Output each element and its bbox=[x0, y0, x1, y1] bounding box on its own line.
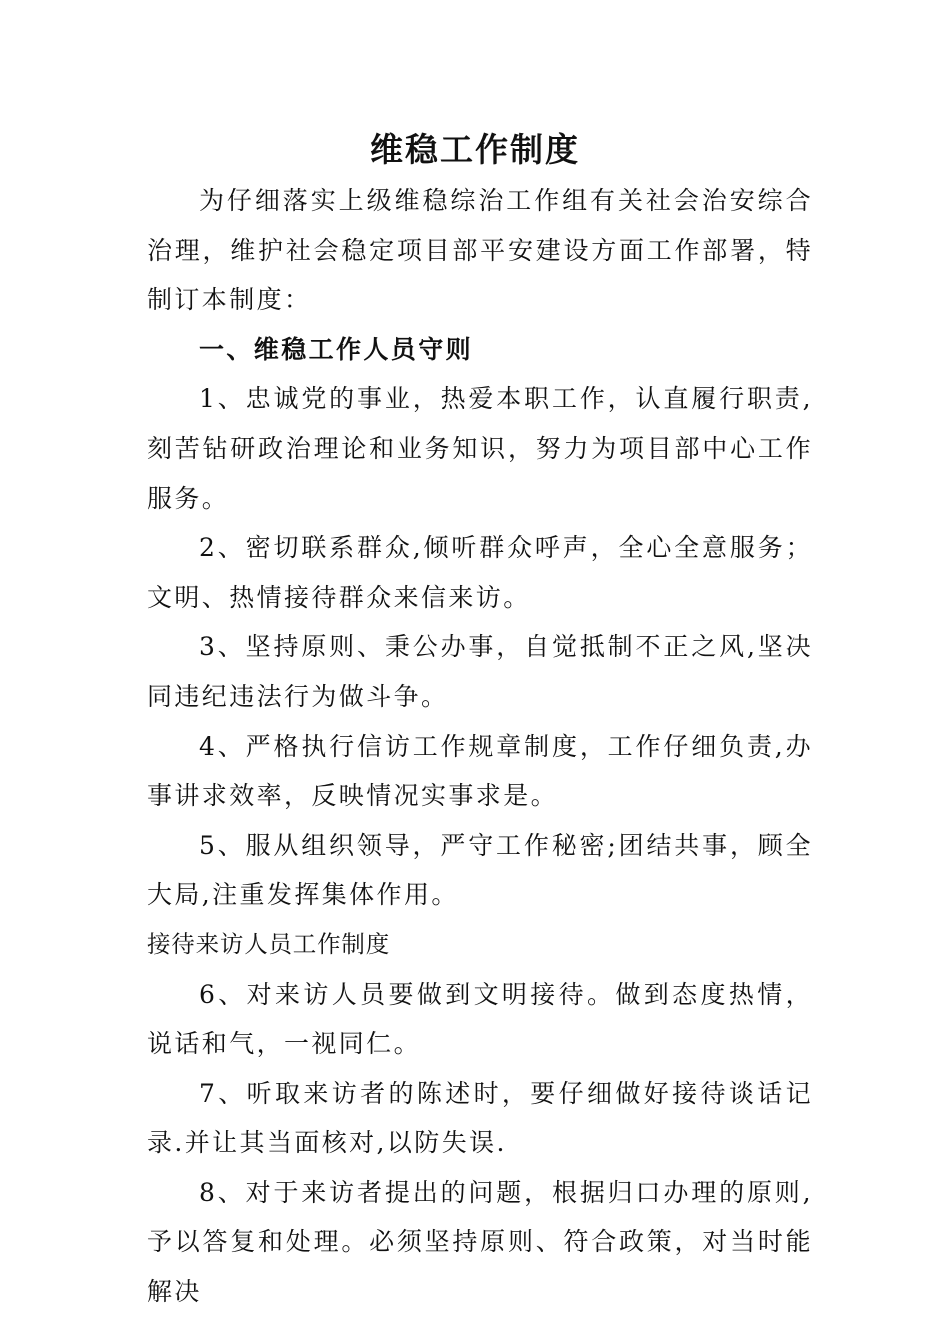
intro-paragraph: 为仔细落实上级维稳综治工作组有关社会治安综合治理，维护社会稳定项目部平安建设方面工作部署，特制订本制度： bbox=[147, 186, 813, 315]
rule-item-3: 3、坚持原则、秉公办事，自觉抵制不正之风,坚决同违纪违法行为做斗争。 bbox=[147, 632, 813, 711]
document-title: 维稳工作制度 bbox=[370, 130, 580, 169]
rule-item-8: 8、对于来访者提出的问题，根据归口办理的原则,予以答复和处理。必须坚持原则、符合政策，对当时能解决 bbox=[147, 1177, 813, 1307]
rule-item-5: 5、服从组织领导，严守工作秘密;团结共事，顾全大局,注重发挥集体作用。 bbox=[147, 830, 813, 910]
rule-item-2: 2、密切联系群众,倾听群众呼声，全心全意服务；文明、热情接待群众来信来访。 bbox=[147, 533, 813, 612]
rule-item-4: 4、严格执行信访工作规章制度，工作仔细负责,办事讲求效率，反映情况实事求是。 bbox=[147, 731, 813, 811]
section-heading-reception: 接待来访人员工作制度 bbox=[147, 929, 390, 958]
rule-item-6: 6、对来访人员要做到文明接待。做到态度热情，说话和气，一视同仁。 bbox=[147, 979, 813, 1059]
document-body bbox=[147, 176, 813, 1317]
rule-item-1: 1、忠诚党的事业，热爱本职工作，认直履行职责,刻苦钻研政治理论和业务知识，努力为项目部中心工作服务。 bbox=[147, 384, 813, 513]
rule-item-7: 7、听取来访者的陈述时，要仔细做好接待谈话记录.并让其当面核对,以防失误. bbox=[147, 1078, 813, 1158]
section-heading-staff-rules: 一、维稳工作人员守则 bbox=[199, 334, 474, 364]
